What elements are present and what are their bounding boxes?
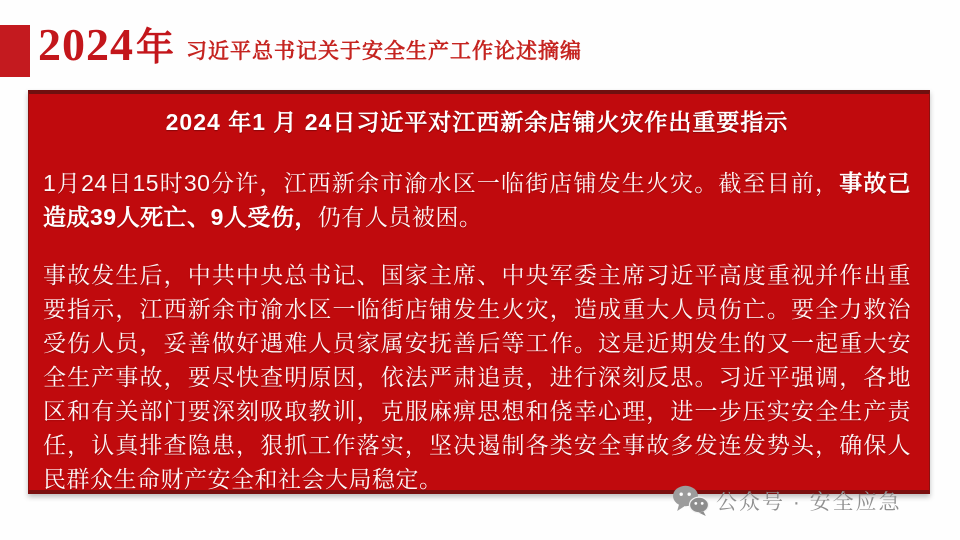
- watermark-text: 公众号 · 安全应急: [716, 491, 902, 514]
- slide-year: [38, 16, 174, 71]
- watermark: [672, 485, 902, 517]
- slide-subtitle: 习近平总书记关于安全生产工作论述摘编: [186, 40, 582, 63]
- header-accent-bar: [0, 25, 30, 77]
- paragraph-instruction: 事故发生后，中共中央总书记、国家主席、中央军委主席习近平高度重视并作出重要指示，江西新余市渝水区一临街店铺发生火灾，造成重大人员伤亡。要全力救治受伤人员，妥善做好遇难人员家属安抚善后等工作。这是近期发生的又一起重大安全生产事故，要尽快查明原因，依法严肃追责，进行深刻反思。习近平强调，各地区和有关部门要深刻吸取教训，克服麻痹思想和侥幸心理，进一步压实安全生产责任，认真排查隐患，狠抓工作落实，坚决遏制各类安全事故多发连发势头，确保人民群众生命财产安全和社会大局稳定。: [43, 262, 911, 492]
- year-suffix: 年: [136, 27, 175, 69]
- paragraph-incident-tail: 仍有人员被困。: [317, 204, 483, 230]
- wechat-icon: [672, 485, 710, 517]
- paragraph-incident-casualties: 事故已造成39人死亡、9人受伤，: [43, 170, 911, 230]
- year-number: 2024: [38, 19, 134, 70]
- paragraph-incident-lead: 1月24日15时30分许，江西新余市渝水区一临街店铺发生火灾。截至目前，: [43, 170, 840, 196]
- content-card: [28, 90, 930, 494]
- card-title: 2024 年1 月 24日习近平对江西新余店铺火灾作出重要指示: [165, 109, 789, 135]
- paragraph-incident: [43, 166, 911, 234]
